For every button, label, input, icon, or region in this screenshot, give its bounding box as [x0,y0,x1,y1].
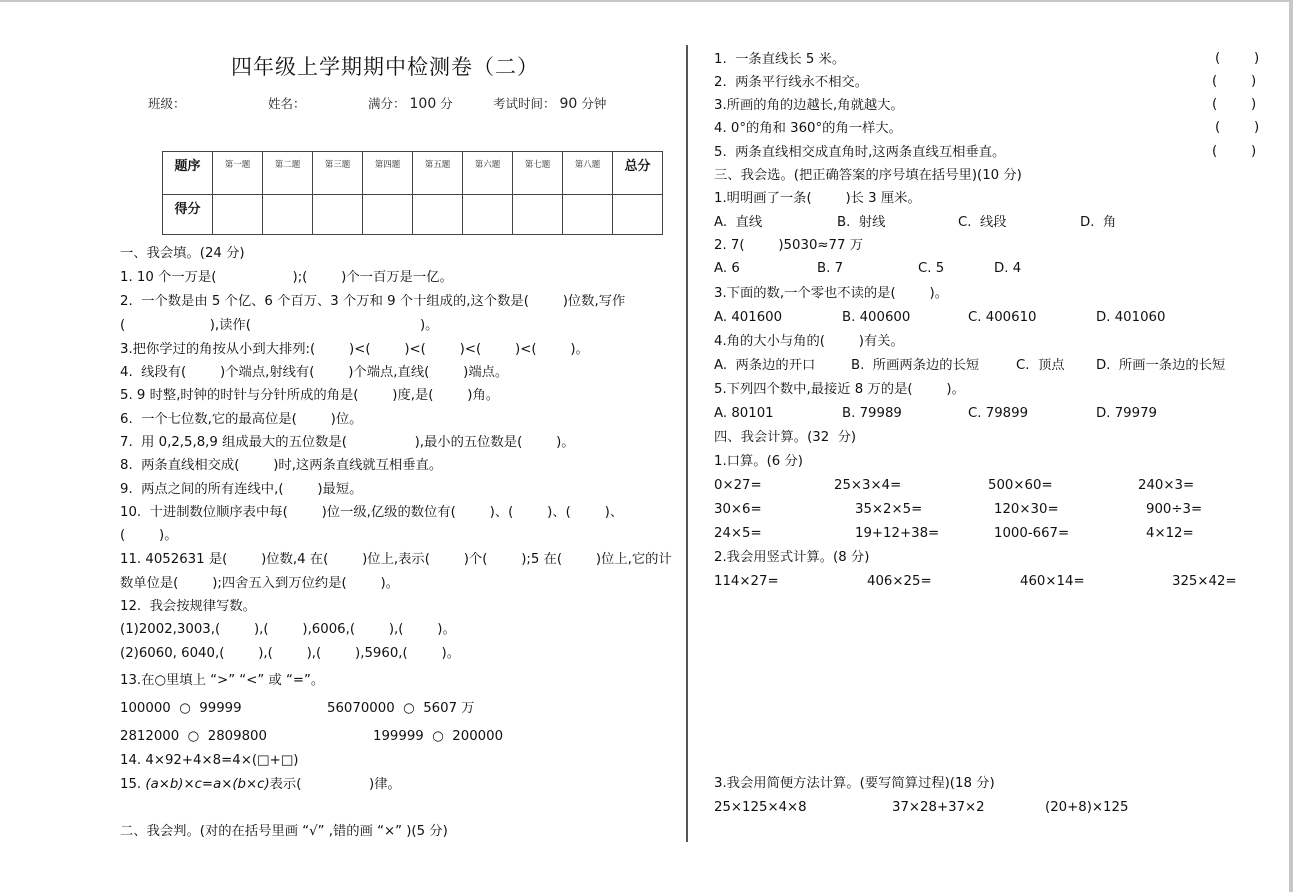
fill-q1: 1. 10 个一万是( );( )个一百万是一亿。 [120,270,453,285]
section2-title: 二、我会判。(对的在括号里画 “√” ,错的画 “×” )(5 分) [120,824,448,839]
oral-3-3: 1000-667= [994,526,1070,541]
col-q3: 第三题 [313,152,363,195]
section1-title: 一、我会填。(24 分) [120,246,245,261]
col-q7: 第七题 [513,152,563,195]
compare-2: 56070000 ○ 5607 万 [327,701,475,716]
score-table-header-row [163,152,663,195]
score-cell[interactable] [363,195,413,235]
judge-answer-2[interactable]: ( ) [1212,74,1257,89]
row-label-score: 得分 [163,195,213,235]
oral-1-1: 0×27= [714,478,762,493]
score-cell[interactable] [563,195,613,235]
fill-q15 [120,776,401,794]
judge-q2: 2. 两条平行线永不相交。 [714,75,869,90]
choice-q2-opt-a: A. 6 [714,261,740,276]
judge-answer-1[interactable]: ( ) [1215,51,1260,66]
judge-q4: 4. 0°的角和 360°的角一样大。 [714,121,902,136]
col-q6: 第六题 [463,152,513,195]
fill-q5: 5. 9 时整,时钟的时针与分针所成的角是( )度,是( )角。 [120,388,500,403]
choice-q5-opt-b: B. 79989 [842,406,902,421]
choice-q3-opt-c: C. 400610 [968,310,1037,325]
choice-q2: 2. 7( )5030≈77 万 [714,238,863,253]
section3-title: 三、我会选。(把正确答案的序号填在括号里)(10 分) [714,168,1022,183]
col-total: 总分 [613,152,663,195]
choice-q1-opt-c: C. 线段 [958,215,1007,230]
oral-2-2: 35×2×5= [855,502,923,517]
full-score [368,94,453,112]
choice-q5-opt-d: D. 79979 [1096,406,1157,421]
choice-q4-opt-a: A. 两条边的开口 [714,358,816,373]
fill-q2: 2. 一个数是由 5 个亿、6 个百万、3 个万和 9 个十组成的,这个数是( )位数,写作 [120,294,626,309]
fill-q12-2: (2)6060, 6040,( ),( ),( ),5960,( )。 [120,646,460,661]
full-score-unit: 分 [440,96,453,111]
exam-time-unit: 分钟 [581,96,607,111]
simple-3: (20+8)×125 [1045,800,1129,815]
choice-q5-opt-c: C. 79899 [968,406,1029,421]
fill-q11: 11. 4052631 是( )位数,4 在( )位上,表示( )个( );5 在( )位上,它的计 [120,552,672,567]
exam-time [493,94,606,112]
choice-q4-opt-b: B. 所画两条边的长短 [851,358,980,373]
oral-1-4: 240×3= [1138,478,1195,493]
col-q4: 第四题 [363,152,413,195]
choice-q1-opt-d: D. 角 [1080,215,1117,230]
class-label: 班级： [148,96,186,111]
fill-q12-1: (1)2002,3003,( ),( ),6006,( ),( )。 [120,622,456,637]
judge-answer-5[interactable]: ( ) [1212,144,1257,159]
vertical-4: 325×42= [1172,574,1237,589]
choice-q3-opt-a: A. 401600 [714,310,783,325]
fill-q2-cont: ( ),读作( )。 [120,318,439,333]
choice-q5: 5.下列四个数中,最接近 8 万的是( )。 [714,382,965,397]
fill-q13: 13.在○里填上 “>” “<” 或 “=”。 [120,673,325,688]
fill-q3: 3.把你学过的角按从小到大排列:( )<( )<( )<( )<( )。 [120,342,589,357]
score-cell[interactable] [613,195,663,235]
simple-title: 3.我会用简便方法计算。(要写简算过程)(18 分) [714,776,995,791]
oral-3-1: 24×5= [714,526,762,541]
exam-title: 四年级上学期期中检测卷（二） [231,55,539,79]
oral-3-2: 19+12+38= [855,526,940,541]
compare-1: 100000 ○ 99999 [120,701,242,716]
compare-4: 199999 ○ 200000 [373,729,504,744]
choice-q2-opt-c: C. 5 [918,261,945,276]
q15-formula: (a×b)×c=a×(b×c) [145,777,270,792]
judge-q3: 3.所画的角的边越长,角就越大。 [714,98,904,113]
exam-time-label: 考试时间： [493,96,556,111]
vertical-1: 114×27= [714,574,779,589]
oral-title: 1.口算。(6 分) [714,454,803,469]
choice-q1-opt-b: B. 射线 [837,215,886,230]
row-label-order: 题序 [163,152,213,195]
column-divider [686,45,688,842]
oral-1-3: 500×60= [988,478,1053,493]
name-label: 姓名： [268,96,306,111]
fill-q10: 10. 十进制数位顺序表中每( )位一级,亿级的数位有( )、( )、( )、 [120,505,624,520]
score-table [162,151,663,235]
choice-q4-opt-c: C. 顶点 [1016,358,1065,373]
score-cell[interactable] [463,195,513,235]
score-cell[interactable] [513,195,563,235]
choice-q2-opt-d: D. 4 [994,261,1022,276]
oral-2-1: 30×6= [714,502,762,517]
choice-q4-opt-d: D. 所画一条边的长短 [1096,358,1226,373]
vertical-2: 406×25= [867,574,932,589]
col-q5: 第五题 [413,152,463,195]
page-top-edge [0,0,1293,2]
choice-q1: 1.明明画了一条( )长 3 厘米。 [714,191,921,206]
score-cell[interactable] [413,195,463,235]
choice-q3-opt-d: D. 401060 [1096,310,1166,325]
judge-q1: 1. 一条直线长 5 米。 [714,52,846,67]
oral-3-4: 4×12= [1146,526,1194,541]
col-q2: 第二题 [263,152,313,195]
oral-1-2: 25×3×4= [834,478,902,493]
fill-q6: 6. 一个七位数,它的最高位是( )位。 [120,412,363,427]
vertical-title: 2.我会用竖式计算。(8 分) [714,550,870,565]
section4-title: 四、我会计算。(32 分) [714,430,857,445]
col-q8: 第八题 [563,152,613,195]
fill-q7: 7. 用 0,2,5,8,9 组成最大的五位数是( ),最小的五位数是( )。 [120,435,575,450]
fill-q14: 14. 4×92+4×8=4×(□+□) [120,753,299,768]
choice-q4: 4.角的大小与角的( )有关。 [714,334,904,349]
choice-q3-opt-b: B. 400600 [842,310,911,325]
full-score-label: 满分： [368,96,406,111]
oral-2-4: 900÷3= [1146,502,1203,517]
score-table-score-row [163,195,663,235]
col-q1: 第一题 [213,152,263,195]
fill-q10-cont: ( )。 [120,528,178,543]
fill-q12: 12. 我会按规律写数。 [120,599,256,614]
score-cell[interactable] [313,195,363,235]
compare-3: 2812000 ○ 2809800 [120,729,267,744]
judge-q5: 5. 两条直线相交成直角时,这两条直线互相垂直。 [714,145,1006,160]
choice-q5-opt-a: A. 80101 [714,406,774,421]
page-right-edge [1289,0,1293,892]
full-score-value: 100 [409,96,437,112]
choice-q1-opt-a: A. 直线 [714,215,763,230]
vertical-3: 460×14= [1020,574,1085,589]
simple-2: 37×28+37×2 [892,800,985,815]
choice-q2-opt-b: B. 7 [817,261,844,276]
fill-q9: 9. 两点之间的所有连线中,( )最短。 [120,482,363,497]
simple-1: 25×125×4×8 [714,800,807,815]
exam-time-value: 90 [559,96,578,112]
q15-prefix: 15. [120,777,146,792]
fill-q11-cont: 数单位是( );四舍五入到万位约是( )。 [120,576,400,591]
oral-2-3: 120×30= [994,502,1059,517]
fill-q4: 4. 线段有( )个端点,射线有( )个端点,直线( )端点。 [120,365,509,380]
score-cell[interactable] [213,195,263,235]
choice-q3: 3.下面的数,一个零也不读的是( )。 [714,286,948,301]
judge-answer-3[interactable]: ( ) [1212,97,1257,112]
judge-answer-4[interactable]: ( ) [1215,120,1260,135]
score-cell[interactable] [263,195,313,235]
q15-suffix: 表示( )律。 [269,777,401,792]
fill-q8: 8. 两条直线相交成( )时,这两条直线就互相垂直。 [120,458,443,473]
